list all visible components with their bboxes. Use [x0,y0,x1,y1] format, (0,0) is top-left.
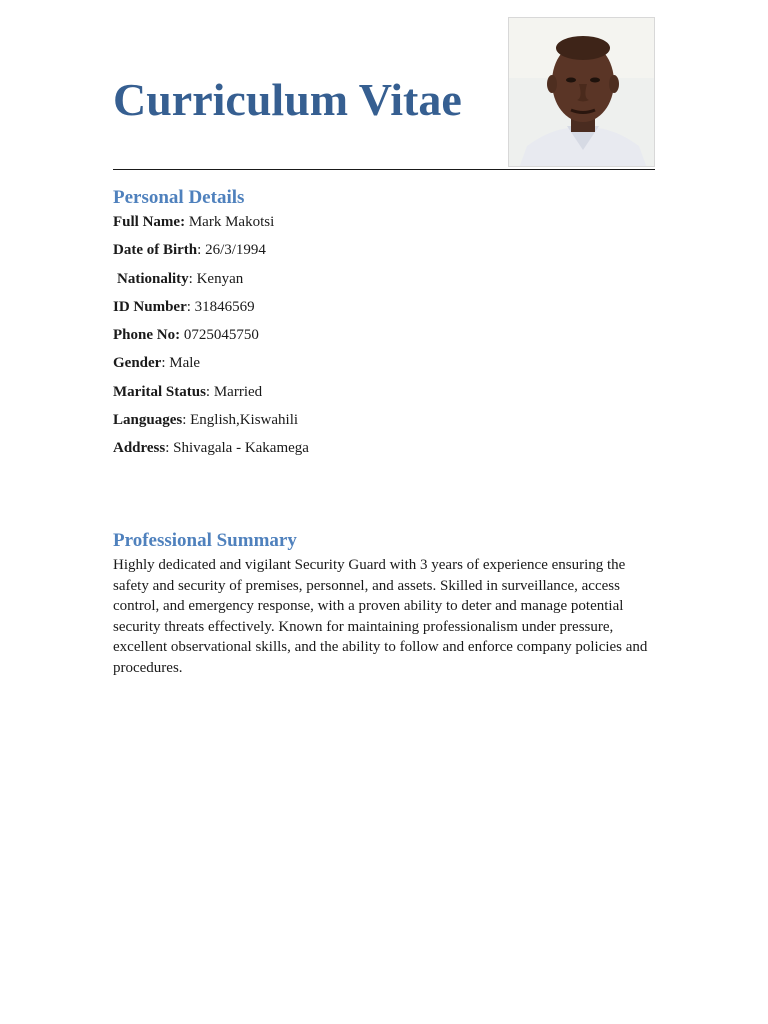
professional-summary-heading: Professional Summary [113,530,297,551]
detail-value: 31846569 [194,298,255,315]
detail-value: Kenyan [196,270,244,287]
portrait-icon [509,18,655,167]
detail-languages [113,410,653,438]
detail-value: Shivagala - Kakamega [173,440,309,457]
detail-value: English,Kiswahili [190,412,299,429]
detail-separator: : [182,412,191,429]
detail-label: Gender [113,355,162,372]
detail-label: Marital Status [113,383,206,400]
title-divider [113,169,655,170]
detail-label: Date of Birth [113,242,198,259]
portrait-photo [508,17,655,167]
detail-separator: : [186,298,195,315]
detail-label: Nationality [117,270,189,287]
detail-date-of-birth [113,240,653,268]
detail-nationality [113,269,653,297]
detail-full-name [113,212,653,240]
detail-label: Address [113,440,166,457]
detail-label: Full Name: [113,214,186,230]
detail-value: Married [213,383,263,400]
detail-label: Languages [113,412,183,429]
detail-phone-no [113,325,653,353]
personal-details-heading: Personal Details [113,187,245,208]
detail-separator: : [197,242,206,259]
detail-address [113,438,653,466]
document-title: Curriculum Vitae [113,74,462,125]
detail-value: 26/3/1994 [205,242,266,259]
professional-summary-text: Highly dedicated and vigilant Security Guard with 3 years of experience ensuring the safety and security of premises, personnel, and assets. Skilled in surveillance, access control, and emergency response, with a proven ability to deter and manage potential security threats effectively. Known for maintaining professionalism under pressure, excellent observational skills, and the ability to follow and enforce company policies and procedures. [113,557,648,676]
detail-separator: : [188,270,197,287]
detail-value: Mark Makotsi [188,214,275,230]
detail-value: Male [169,355,201,372]
detail-label: ID Number [113,298,187,315]
detail-separator: : [165,440,174,457]
detail-label: Phone No: [113,327,181,344]
personal-details-list [113,212,653,467]
detail-marital-status [113,382,653,410]
detail-value: 0725045750 [183,327,259,344]
detail-id-number [113,297,653,325]
detail-separator: : [205,383,214,400]
detail-gender [113,353,653,381]
detail-separator: : [161,355,170,372]
